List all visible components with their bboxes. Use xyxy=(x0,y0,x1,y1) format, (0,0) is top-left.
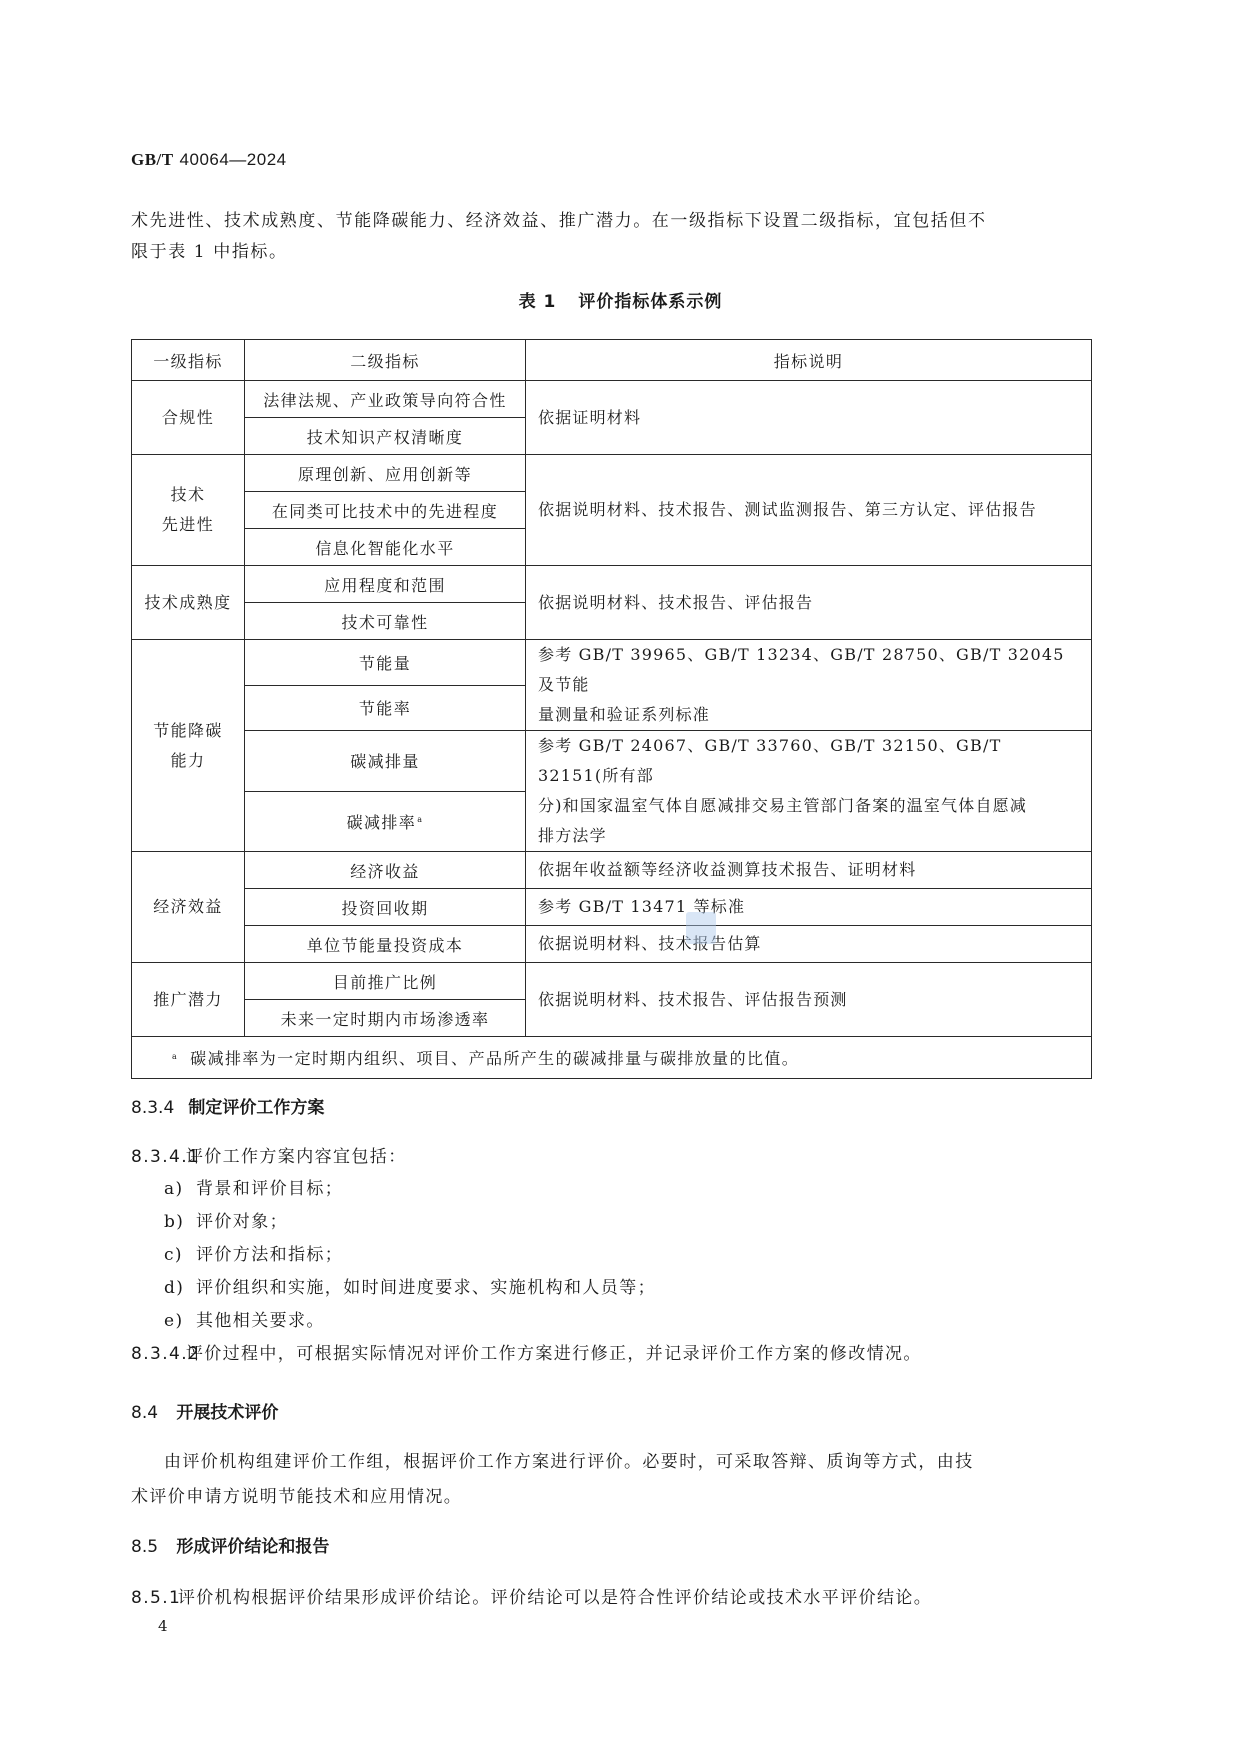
clause-text: 评价工作方案内容宜包括： xyxy=(185,1147,407,1167)
clause-number: 8.5.1 xyxy=(131,1588,182,1608)
table-header-row xyxy=(132,340,1092,381)
list-item xyxy=(164,1273,656,1298)
list-label: b) xyxy=(164,1212,185,1232)
standard-prefix: GB/T xyxy=(131,150,174,169)
description-cell: 依据说明材料、技术报告、测试监测报告、第三方认定、评估报告 xyxy=(526,455,1092,566)
clause-8-5-1 xyxy=(131,1583,932,1608)
level1-cell: 合规性 xyxy=(132,381,245,455)
table-row xyxy=(132,852,1092,889)
section-number: 8.5 xyxy=(131,1537,159,1557)
list-item xyxy=(164,1306,325,1331)
description-cell: 依据说明材料、技术报告、评估报告预测 xyxy=(526,963,1092,1037)
level1-cell: 技术成熟度 xyxy=(132,566,245,640)
description-cell: 依据年收益额等经济收益测算技术报告、证明材料 xyxy=(526,852,1092,889)
description-cell: 依据说明材料、技术报告、评估报告 xyxy=(526,566,1092,640)
table-caption-title: 评价指标体系示例 xyxy=(578,292,723,312)
list-item xyxy=(164,1174,343,1199)
description-cell xyxy=(526,731,1092,852)
clause-8-3-4-1 xyxy=(131,1142,407,1167)
section-number: 8.3.4 xyxy=(131,1098,175,1118)
level1-cell-line: 能力 xyxy=(170,750,206,770)
description-cell: 依据证明材料 xyxy=(526,381,1092,455)
section-8-4-para-line-1: 由评价机构组建评价工作组，根据评价工作方案进行评价。必要时，可采取答辩、质询等方式，由技 xyxy=(164,1452,974,1472)
page-number: 4 xyxy=(158,1617,168,1635)
level2-cell: 在同类可比技术中的先进程度 xyxy=(245,492,526,529)
list-label: a) xyxy=(164,1179,184,1199)
level2-cell: 未来一定时期内市场渗透率 xyxy=(245,1000,526,1037)
section-8-4-para-line-2: 术评价申请方说明节能技术和应用情况。 xyxy=(131,1487,463,1507)
table-row xyxy=(132,889,1092,926)
footnote-reference: a xyxy=(417,814,424,824)
description-line: 分)和国家温室气体自愿减排交易主管部门备案的温室气体自愿减 xyxy=(538,796,1028,815)
level1-cell-line: 先进性 xyxy=(161,515,215,534)
level2-cell: 碳减排量 xyxy=(245,731,526,792)
table-footnote xyxy=(132,1037,1092,1079)
section-heading-8-5 xyxy=(131,1532,329,1557)
level1-cell xyxy=(132,455,245,566)
level1-cell: 推广潜力 xyxy=(132,963,245,1037)
table-row xyxy=(132,381,1092,418)
level2-cell: 应用程度和范围 xyxy=(245,566,526,603)
description-cell: 参考 GB/T 13471 等标准 xyxy=(526,889,1092,926)
level2-cell: 信息化智能化水平 xyxy=(245,529,526,566)
section-heading-8-4 xyxy=(131,1398,278,1423)
level2-cell: 原理创新、应用创新等 xyxy=(245,455,526,492)
level1-cell-line: 节能降碳 xyxy=(153,720,223,740)
list-text: 评价对象； xyxy=(196,1212,288,1232)
section-title: 开展技术评价 xyxy=(176,1403,279,1423)
table-row xyxy=(132,731,1092,792)
description-line: 排方法学 xyxy=(538,826,607,845)
clause-text: 评价过程中，可根据实际情况对评价工作方案进行修正，并记录评价工作方案的修改情况。 xyxy=(185,1344,922,1364)
level2-cell: 法律法规、产业政策导向符合性 xyxy=(245,381,526,418)
clause-8-3-4-2 xyxy=(131,1339,922,1364)
footnote-text: 碳减排率为一定时期内组织、项目、产品所产生的碳减排量与碳排放量的比值。 xyxy=(190,1049,800,1068)
list-text: 背景和评价目标； xyxy=(196,1179,344,1199)
level2-cell: 节能率 xyxy=(245,685,526,731)
level2-cell: 技术知识产权清晰度 xyxy=(245,418,526,455)
section-heading-8-3-4 xyxy=(131,1093,324,1118)
standard-number: 40064—2024 xyxy=(179,150,287,169)
list-label: c) xyxy=(164,1245,183,1265)
list-label: d) xyxy=(164,1278,185,1298)
description-cell xyxy=(526,640,1092,731)
table-row xyxy=(132,640,1092,686)
standard-identifier xyxy=(131,150,287,170)
clause-number: 8.3.4.1 xyxy=(131,1147,201,1167)
footnote-mark: a xyxy=(172,1052,179,1061)
level2-cell: 单位节能量投资成本 xyxy=(245,926,526,963)
level2-cell: 目前推广比例 xyxy=(245,963,526,1000)
list-item xyxy=(164,1207,288,1232)
level1-cell xyxy=(132,640,245,852)
header-level1: 一级指标 xyxy=(132,340,245,381)
text-selection-highlight xyxy=(686,912,716,944)
level2-cell-text: 碳减排率 xyxy=(346,812,417,832)
description-line: 参考 GB/T 39965、GB/T 13234、GB/T 28750、GB/T 32045 及节能 xyxy=(538,645,1065,694)
description-line: 参考 GB/T 24067、GB/T 33760、GB/T 32150、GB/T 32151(所有部 xyxy=(538,736,1002,785)
level2-cell: 技术可靠性 xyxy=(245,603,526,640)
level2-cell: 经济收益 xyxy=(245,852,526,889)
clause-number: 8.3.4.2 xyxy=(131,1344,201,1364)
table-row xyxy=(132,566,1092,603)
level2-cell: 节能量 xyxy=(245,640,526,686)
table-caption xyxy=(0,287,1241,312)
list-item xyxy=(164,1240,343,1265)
header-description: 指标说明 xyxy=(526,340,1092,381)
table-row xyxy=(132,926,1092,963)
level2-cell: 投资回收期 xyxy=(245,889,526,926)
section-title: 形成评价结论和报告 xyxy=(176,1537,330,1557)
list-text: 评价组织和实施，如时间进度要求、实施机构和人员等； xyxy=(196,1278,656,1298)
list-text: 评价方法和指标； xyxy=(196,1245,344,1265)
clause-text: 评价机构根据评价结果形成评价结论。评价结论可以是符合性评价结论或技术水平评价结论。 xyxy=(177,1588,933,1608)
level1-cell-line: 技术 xyxy=(170,485,206,504)
intro-line-1: 术先进性、技术成熟度、节能降碳能力、经济效益、推广潜力。在一级指标下设置二级指标，宜包括但不 xyxy=(131,211,987,231)
table-row xyxy=(132,963,1092,1000)
intro-line-2: 限于表 1 中指标。 xyxy=(131,242,288,262)
list-label: e) xyxy=(164,1311,184,1331)
table-row xyxy=(132,455,1092,492)
section-title: 制定评价工作方案 xyxy=(188,1098,325,1118)
level1-cell: 经济效益 xyxy=(132,852,245,963)
table-caption-number: 表 1 xyxy=(518,292,557,312)
section-number: 8.4 xyxy=(131,1403,159,1423)
description-line: 量测量和验证系列标准 xyxy=(538,705,711,724)
list-text: 其他相关要求。 xyxy=(196,1311,325,1331)
header-level2: 二级指标 xyxy=(245,340,526,381)
indicator-table xyxy=(131,339,1092,1079)
table-footnote-row xyxy=(132,1037,1092,1079)
description-cell: 依据说明材料、技术报告估算 xyxy=(526,926,1092,963)
level2-cell xyxy=(245,791,526,852)
